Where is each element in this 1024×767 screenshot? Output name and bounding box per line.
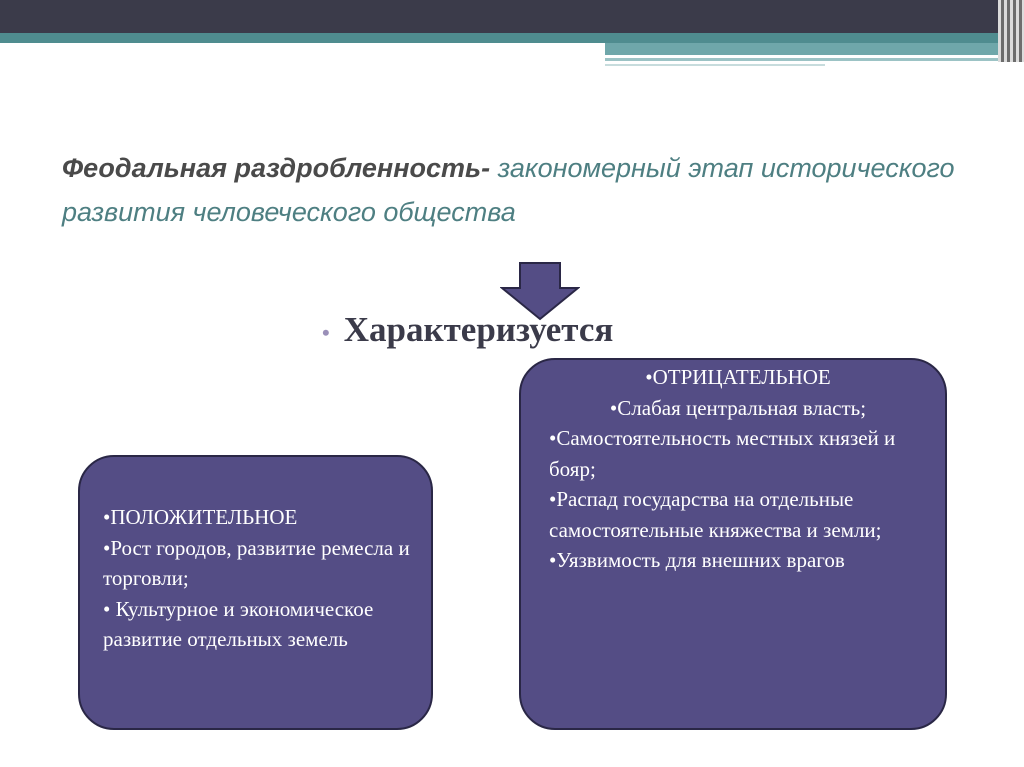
negative-title: •ОТРИЦАТЕЛЬНОЕ xyxy=(645,365,831,389)
header-accent-line-thin xyxy=(605,64,825,66)
positive-item: •Рост городов, развитие ремесла и торговли; xyxy=(103,535,410,590)
negative-item: •Самостоятельность местных князей и бояр; xyxy=(549,426,896,481)
positive-item: • Культурное и экономическое развитие отдельных земель xyxy=(103,596,374,651)
characterized-heading xyxy=(322,310,613,350)
slide-title xyxy=(62,146,962,234)
characterized-label: Характеризуется xyxy=(343,310,614,349)
negative-box xyxy=(519,358,947,730)
negative-item: •Уязвимость для внешних врагов xyxy=(549,548,845,572)
bullet-icon: • xyxy=(322,319,330,345)
negative-item: •Слабая центральная власть; xyxy=(609,395,867,420)
positive-title: •ПОЛОЖИТЕЛЬНОЕ xyxy=(103,505,298,529)
header-bar-dark xyxy=(0,0,1024,33)
header-bar-teal xyxy=(0,33,1000,43)
title-definition: закономерный этап исторического развития человеческого общества xyxy=(62,153,955,227)
header-stripes xyxy=(998,0,1024,62)
negative-item: •Распад государства на отдельные самостоятельные княжества и земли; xyxy=(549,487,882,542)
positive-box xyxy=(78,455,433,730)
title-term: Феодальная раздробленность- xyxy=(62,153,491,183)
header-bar-teal-secondary xyxy=(605,43,1000,55)
header-accent-line xyxy=(605,58,1000,61)
